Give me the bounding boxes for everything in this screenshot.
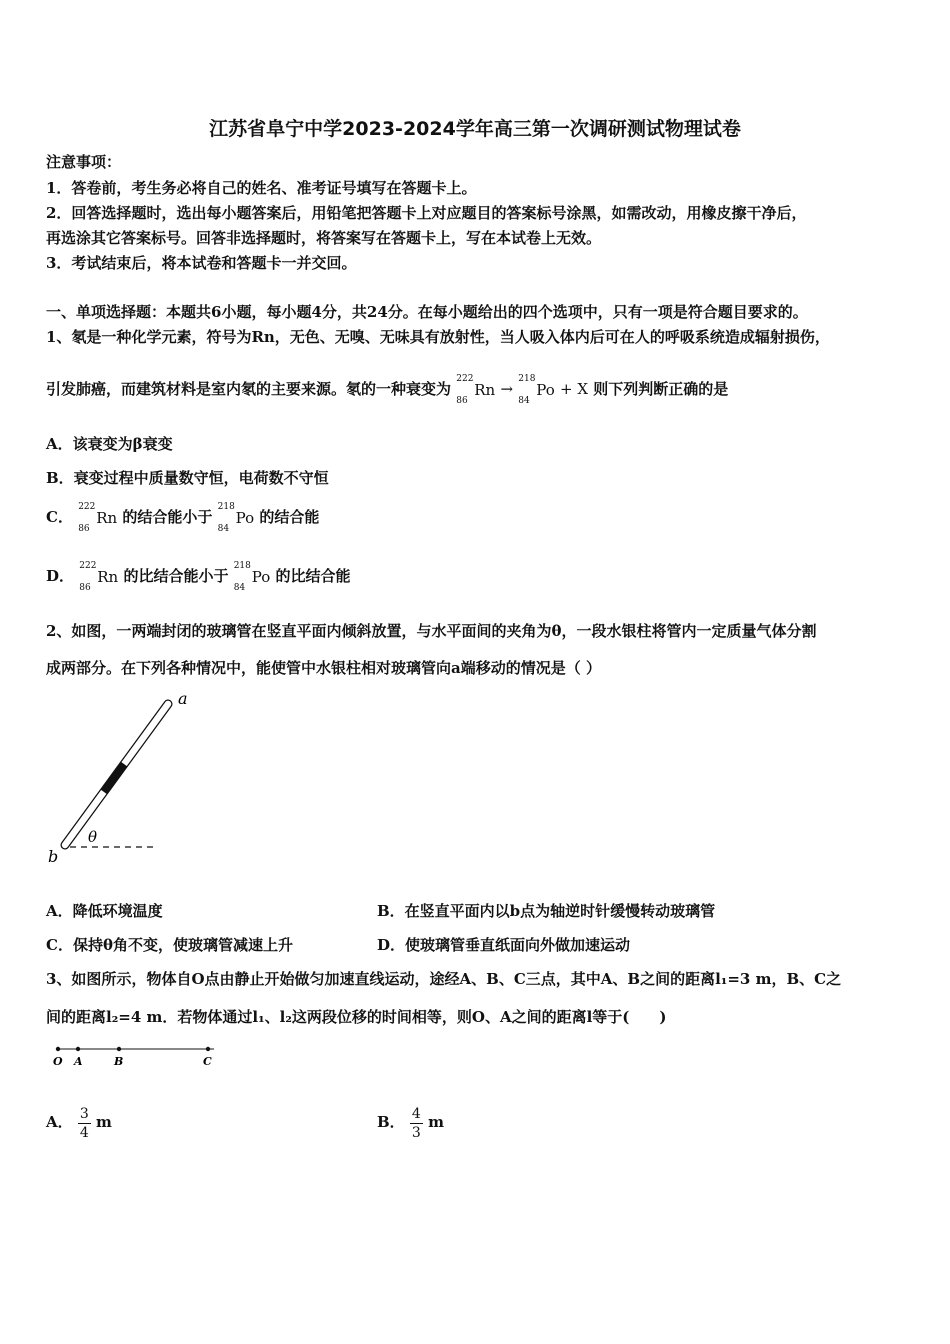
q2-option-b: B．在竖直平面内以b点为轴逆时针缓慢转动玻璃管 xyxy=(377,902,716,920)
q3-option-a: A． $\frac{3}{4}$ m xyxy=(46,1105,112,1141)
q2-line2: 成两部分。在下列各种情况中，能使管中水银柱相对玻璃管向a端移动的情况是（ ） xyxy=(46,659,601,677)
rn-nuclide: 222 86 Rn xyxy=(78,502,118,534)
q3-line2: 间的距离l₂=4 m．若物体通过l₁、l₂这两段位移的时间相等，则O、A之间的距离l等于( ) xyxy=(46,1008,667,1026)
label-b: b xyxy=(48,847,59,866)
motion-line-figure xyxy=(48,1040,228,1072)
notice-item: 1．答卷前，考生务必将自己的姓名、准考证号填写在答题卡上。 xyxy=(46,179,477,197)
q2-option-a: A．降低环境温度 xyxy=(46,902,163,920)
tilted-tube-figure xyxy=(40,690,210,870)
q1-option-d: D． 222 86 Rn 的比结合能小于 218 84 Po 的比结合能 xyxy=(46,561,351,593)
q1-option-c: C． 222 86 Rn 的结合能小于 218 84 Po 的结合能 xyxy=(46,502,320,534)
point-o xyxy=(56,1047,60,1051)
po-nuclide: 218 84 Po xyxy=(217,502,255,534)
q1-option-a: A．该衰变为β衰变 xyxy=(46,435,173,453)
q1-line1: 1、氡是一种化学元素，符号为Rn，无色、无嗅、无味具有放射性，当人吸入体内后可在人的呼吸系统造成辐射损伤， xyxy=(46,328,830,346)
plus-x: + X xyxy=(560,380,589,398)
q3-line1: 3、如图所示，物体自O点由静止开始做匀加速直线运动，途经A、B、C三点，其中A、B之间的距离l₁=3 m，B、C之 xyxy=(46,970,842,988)
label-c: C xyxy=(203,1055,212,1068)
point-b xyxy=(117,1047,121,1051)
label-a: A xyxy=(74,1055,83,1068)
label-b: B xyxy=(114,1055,124,1068)
rn-nuclide: 222 86 Rn xyxy=(79,561,119,593)
label-o: O xyxy=(53,1055,63,1068)
page-title: 江苏省阜宁中学2023-2024学年高三第一次调研测试物理试卷 xyxy=(209,118,741,140)
mercury-column xyxy=(104,764,124,792)
section-heading: 一、单项选择题：本题共6小题，每小题4分，共24分。在每小题给出的四个选项中，只有一项是符合题目要求的。 xyxy=(46,303,808,321)
notice-item: 再选涂其它答案标号。回答非选择题时，将答案写在答题卡上，写在本试卷上无效。 xyxy=(46,229,602,247)
notice-heading: 注意事项： xyxy=(46,153,122,171)
notice-item: 3．考试结束后，将本试卷和答题卡一并交回。 xyxy=(46,254,357,272)
q1-option-b: B．衰变过程中质量数守恒，电荷数不守恒 xyxy=(46,469,329,487)
q1-line2: 引发肺癌，而建筑材料是室内氡的主要来源。氡的一种衰变为 222 86 Rn → 218 84 Po + X 则下列判断正确的是 xyxy=(46,374,729,406)
point-c xyxy=(206,1047,210,1051)
label-a: a xyxy=(178,690,188,708)
q3-option-b: B． $\frac{4}{3}$ m xyxy=(377,1105,444,1141)
fraction: $\frac{4}{3}$ xyxy=(411,1105,421,1141)
q2-line1: 2、如图，一两端封闭的玻璃管在竖直平面内倾斜放置，与水平面间的夹角为θ，一段水银柱将管内一定质量气体分割 xyxy=(46,622,817,640)
po-nuclide: 218 84 Po xyxy=(233,561,271,593)
fraction: $\frac{3}{4}$ xyxy=(79,1105,89,1141)
point-a xyxy=(76,1047,80,1051)
q2-option-c: C．保持θ角不变，使玻璃管减速上升 xyxy=(46,936,293,954)
notice-item: 2．回答选择题时，选出每小题答案后，用铅笔把答题卡上对应题目的答案标号涂黑，如需改动，用橡皮擦干净后， xyxy=(46,204,807,222)
label-theta: θ xyxy=(88,828,98,846)
po-nuclide: 218 84 Po xyxy=(518,374,555,406)
q2-option-d: D．使玻璃管垂直纸面向外做加速运动 xyxy=(377,936,631,954)
rn-nuclide: 222 86 Rn xyxy=(456,374,496,406)
decay-arrow: → xyxy=(500,380,514,398)
